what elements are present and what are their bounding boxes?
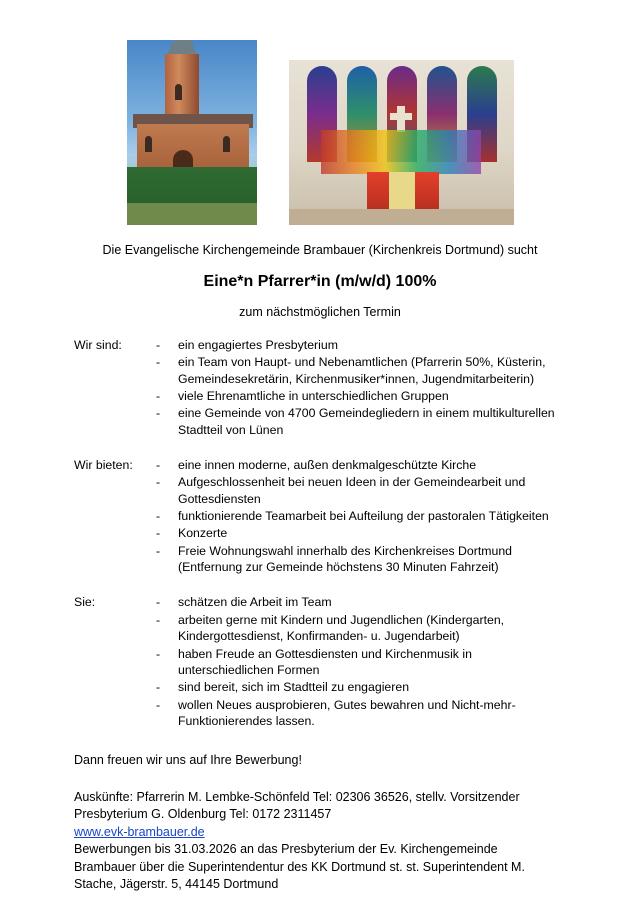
ground bbox=[127, 203, 257, 225]
contact-line-1: Auskünfte: Pfarrerin M. Lembke-Schönfeld Tel: 02306 36526, stellv. Vorsitzender bbox=[74, 789, 520, 804]
rainbow-light-band bbox=[321, 130, 481, 174]
intro-line: Die Evangelische Kirchengemeinde Brambauer (Kirchenkreis Dortmund) sucht bbox=[102, 243, 538, 257]
section-list bbox=[156, 594, 570, 730]
list-item-text: Konzerte bbox=[178, 526, 228, 541]
photo-row bbox=[0, 0, 640, 225]
closing-line: Dann freuen wir uns auf Ihre Bewerbung! bbox=[74, 753, 302, 768]
section-wir-sind bbox=[74, 337, 570, 439]
list-item-text: funktionierende Teamarbeit bei Aufteilung der pastoralen Tätigkeiten bbox=[178, 509, 549, 524]
list-item-text: Freie Wohnungswahl innerhalb des Kirchenkreises Dortmund (Entfernung zur Gemeinde höchstens 30 Minuten Fahrzeit) bbox=[178, 543, 513, 575]
cross-icon bbox=[397, 106, 405, 132]
contact-line-4: Brambauer über die Superintendentur des KK Dortmund st. st. Superintendent M. bbox=[74, 859, 525, 874]
list-item-text: wollen Neues ausprobieren, Gutes bewahren und Nicht-mehr-Funktionierendes lassen. bbox=[178, 697, 516, 728]
section-sie bbox=[74, 594, 570, 730]
list-item bbox=[156, 525, 570, 541]
list-item-text: ein engagiertes Presbyterium bbox=[178, 338, 338, 352]
bullet-marker: - bbox=[156, 612, 161, 627]
list-item-text: schätzen die Arbeit im Team bbox=[178, 595, 332, 610]
bullet-marker: - bbox=[156, 646, 161, 661]
tower-window-icon bbox=[175, 84, 182, 100]
bullet-marker: - bbox=[156, 697, 161, 712]
contact-block bbox=[74, 789, 570, 894]
list-item bbox=[156, 697, 570, 730]
list-item-text: arbeiten gerne mit Kindern und Jugendlichen (Kindergarten, Kindergottesdienst, Konfirmanden- u. Jugendarbeit) bbox=[178, 612, 505, 644]
website-link[interactable]: www.evk-brambauer.de bbox=[74, 824, 205, 839]
list-item bbox=[156, 337, 570, 353]
list-item-text: eine Gemeinde von 4700 Gemeindegliedern in einem multikulturellen Stadtteil von Lünen bbox=[178, 406, 555, 437]
section-list bbox=[156, 457, 570, 576]
section-wir-bieten bbox=[74, 457, 570, 576]
list-item bbox=[156, 388, 570, 404]
list-item bbox=[156, 354, 570, 387]
list-item-text: sind bereit, sich im Stadtteil zu engagieren bbox=[178, 680, 410, 695]
list-item bbox=[156, 646, 570, 679]
bullet-marker: - bbox=[156, 595, 161, 610]
bullet-marker: - bbox=[156, 355, 161, 370]
bullet-marker: - bbox=[156, 680, 161, 695]
altar-cloth bbox=[389, 172, 415, 212]
subtitle: zum nächstmöglichen Termin bbox=[239, 305, 401, 319]
list-item-text: viele Ehrenamtliche in unterschiedlichen Gruppen bbox=[178, 389, 449, 404]
section-label: Wir sind: bbox=[74, 338, 122, 352]
bullet-marker: - bbox=[156, 509, 161, 524]
section-list bbox=[156, 337, 570, 439]
list-item bbox=[156, 594, 570, 610]
list-item-text: ein Team von Haupt- und Nebenamtlichen (Pfarrerin 50%, Küsterin, Gemeindesekretärin, Kirchenmusiker*innen, Jugendmitarbeiterin) bbox=[178, 355, 546, 386]
bullet-marker: - bbox=[156, 543, 161, 558]
church-exterior-photo bbox=[127, 40, 257, 225]
list-item bbox=[156, 405, 570, 438]
list-item-text: haben Freude an Gottesdiensten und Kirchenmusik in unterschiedlichen Formen bbox=[178, 646, 472, 677]
page-title: Eine*n Pfarrer*in (m/w/d) 100% bbox=[203, 273, 437, 290]
bullet-marker: - bbox=[156, 406, 161, 421]
bullet-marker: - bbox=[156, 389, 161, 404]
section-label: Sie: bbox=[74, 595, 96, 610]
bullet-marker: - bbox=[156, 475, 161, 490]
nave-window-icon bbox=[145, 136, 152, 152]
list-item bbox=[156, 457, 570, 473]
list-item bbox=[156, 612, 570, 645]
section-label: Wir bieten: bbox=[74, 458, 133, 473]
list-item bbox=[156, 679, 570, 695]
list-item bbox=[156, 543, 570, 576]
contact-line-3: Bewerbungen bis 31.03.2026 an das Presbyterium der Ev. Kirchengemeinde bbox=[74, 842, 498, 857]
bullet-marker: - bbox=[156, 458, 161, 473]
nave-window-icon bbox=[223, 136, 230, 152]
church-interior-altar-photo bbox=[289, 60, 514, 225]
contact-line-5: Stache, Jägerstr. 5, 44145 Dortmund bbox=[74, 877, 279, 892]
list-item bbox=[156, 474, 570, 507]
bullet-marker: - bbox=[156, 526, 161, 541]
floor bbox=[289, 209, 514, 225]
contact-line-2: Presbyterium G. Oldenburg Tel: 0172 2311457 bbox=[74, 807, 332, 822]
list-item-text: eine innen moderne, außen denkmalgeschützte Kirche bbox=[178, 458, 477, 473]
list-item bbox=[156, 508, 570, 524]
list-item-text: Aufgeschlossenheit bei neuen Ideen in der Gemeindearbeit und Gottesdiensten bbox=[178, 475, 526, 506]
body-content bbox=[74, 337, 570, 894]
bullet-marker: - bbox=[156, 338, 161, 352]
